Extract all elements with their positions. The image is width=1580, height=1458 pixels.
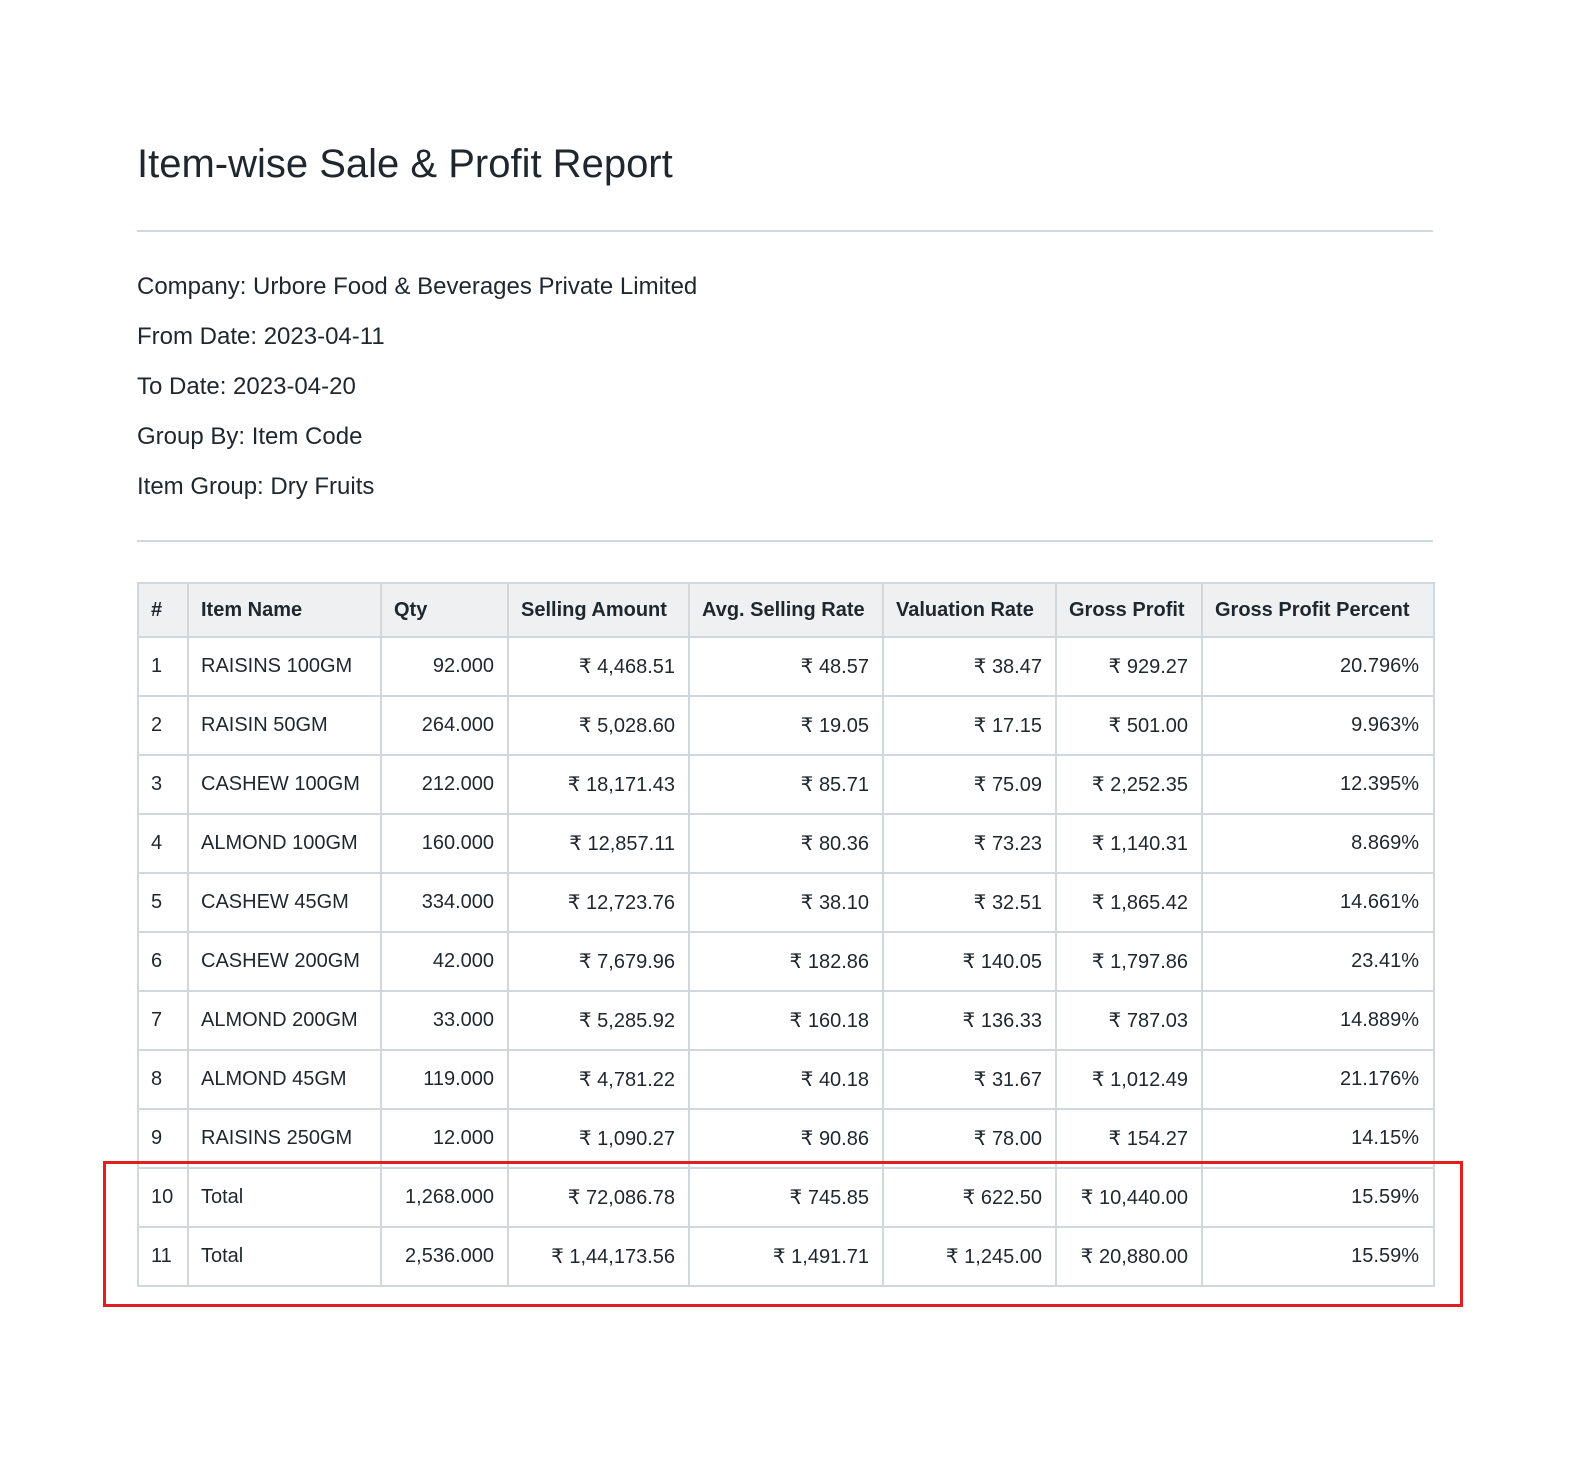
cell-row-index: 7 [138,991,188,1050]
cell-gross-profit: ₹ 1,012.49 [1056,1050,1202,1109]
cell-avg-selling-rate: ₹ 48.57 [689,637,883,696]
filter-from-date: From Date: 2023-04-11 [137,323,385,350]
table-row [138,1050,1434,1109]
cell-qty: 212.000 [381,755,508,814]
cell-valuation-rate: ₹ 73.23 [883,814,1056,873]
cell-selling-amount: ₹ 7,679.96 [508,932,689,991]
cell-valuation-rate: ₹ 32.51 [883,873,1056,932]
report-filters [137,262,697,512]
cell-qty: 119.000 [381,1050,508,1109]
filter-to-date: To Date: 2023-04-20 [137,373,356,400]
cell-gross-profit-percent: 12.395% [1202,755,1434,814]
cell-avg-selling-rate: ₹ 1,491.71 [689,1227,883,1286]
table-row [138,991,1434,1050]
cell-avg-selling-rate: ₹ 40.18 [689,1050,883,1109]
table-header-row [138,583,1434,637]
cell-valuation-rate: ₹ 31.67 [883,1050,1056,1109]
table-row [138,755,1434,814]
cell-selling-amount: ₹ 4,781.22 [508,1050,689,1109]
cell-avg-selling-rate: ₹ 745.85 [689,1168,883,1227]
cell-gross-profit: ₹ 1,797.86 [1056,932,1202,991]
cell-avg-selling-rate: ₹ 160.18 [689,991,883,1050]
table-row [138,637,1434,696]
cell-avg-selling-rate: ₹ 85.71 [689,755,883,814]
cell-valuation-rate: ₹ 17.15 [883,696,1056,755]
table-row [138,1109,1434,1168]
cell-qty: 42.000 [381,932,508,991]
col-header-valuation-rate: Valuation Rate [883,583,1056,637]
col-header-gross-profit: Gross Profit [1056,583,1202,637]
cell-gross-profit-percent: 15.59% [1202,1168,1434,1227]
cell-item-name: CASHEW 100GM [188,755,381,814]
cell-gross-profit: ₹ 2,252.35 [1056,755,1202,814]
cell-gross-profit: ₹ 20,880.00 [1056,1227,1202,1286]
total-row [138,1227,1434,1286]
cell-selling-amount: ₹ 18,171.43 [508,755,689,814]
col-header-selling-amount: Selling Amount [508,583,689,637]
cell-row-index: 2 [138,696,188,755]
cell-avg-selling-rate: ₹ 38.10 [689,873,883,932]
cell-avg-selling-rate: ₹ 90.86 [689,1109,883,1168]
cell-selling-amount: ₹ 1,090.27 [508,1109,689,1168]
cell-gross-profit-percent: 23.41% [1202,932,1434,991]
cell-selling-amount: ₹ 5,285.92 [508,991,689,1050]
cell-row-index: 8 [138,1050,188,1109]
table-row [138,932,1434,991]
col-header-index: # [138,583,188,637]
cell-item-name: RAISIN 50GM [188,696,381,755]
cell-gross-profit: ₹ 154.27 [1056,1109,1202,1168]
cell-avg-selling-rate: ₹ 80.36 [689,814,883,873]
cell-item-name: RAISINS 100GM [188,637,381,696]
cell-selling-amount: ₹ 12,723.76 [508,873,689,932]
cell-gross-profit: ₹ 1,140.31 [1056,814,1202,873]
cell-valuation-rate: ₹ 140.05 [883,932,1056,991]
cell-row-index: 6 [138,932,188,991]
cell-item-name: Total [188,1227,381,1286]
cell-valuation-rate: ₹ 136.33 [883,991,1056,1050]
cell-gross-profit-percent: 21.176% [1202,1050,1434,1109]
cell-valuation-rate: ₹ 75.09 [883,755,1056,814]
cell-qty: 12.000 [381,1109,508,1168]
col-header-qty: Qty [381,583,508,637]
cell-selling-amount: ₹ 12,857.11 [508,814,689,873]
col-header-avg-selling-rate: Avg. Selling Rate [689,583,883,637]
table-row [138,873,1434,932]
table-row [138,696,1434,755]
cell-selling-amount: ₹ 1,44,173.56 [508,1227,689,1286]
cell-gross-profit: ₹ 1,865.42 [1056,873,1202,932]
cell-row-index: 10 [138,1168,188,1227]
cell-avg-selling-rate: ₹ 19.05 [689,696,883,755]
cell-item-name: Total [188,1168,381,1227]
cell-qty: 160.000 [381,814,508,873]
cell-gross-profit-percent: 14.661% [1202,873,1434,932]
cell-gross-profit-percent: 14.889% [1202,991,1434,1050]
cell-qty: 264.000 [381,696,508,755]
cell-avg-selling-rate: ₹ 182.86 [689,932,883,991]
cell-gross-profit: ₹ 501.00 [1056,696,1202,755]
cell-qty: 2,536.000 [381,1227,508,1286]
cell-gross-profit-percent: 20.796% [1202,637,1434,696]
title-divider [137,230,1433,232]
col-header-gross-profit-percent: Gross Profit Percent [1202,583,1434,637]
total-row [138,1168,1434,1227]
report-table [137,582,1435,1287]
cell-gross-profit: ₹ 10,440.00 [1056,1168,1202,1227]
cell-qty: 92.000 [381,637,508,696]
cell-row-index: 3 [138,755,188,814]
cell-gross-profit-percent: 8.869% [1202,814,1434,873]
cell-item-name: ALMOND 200GM [188,991,381,1050]
cell-gross-profit-percent: 9.963% [1202,696,1434,755]
cell-selling-amount: ₹ 5,028.60 [508,696,689,755]
cell-selling-amount: ₹ 72,086.78 [508,1168,689,1227]
cell-qty: 334.000 [381,873,508,932]
cell-item-name: CASHEW 200GM [188,932,381,991]
cell-row-index: 1 [138,637,188,696]
report-title: Item-wise Sale & Profit Report [137,142,673,186]
filter-item-group: Item Group: Dry Fruits [137,473,375,500]
cell-selling-amount: ₹ 4,468.51 [508,637,689,696]
table-row [138,814,1434,873]
cell-item-name: CASHEW 45GM [188,873,381,932]
cell-row-index: 9 [138,1109,188,1168]
cell-item-name: RAISINS 250GM [188,1109,381,1168]
cell-valuation-rate: ₹ 38.47 [883,637,1056,696]
cell-valuation-rate: ₹ 1,245.00 [883,1227,1056,1286]
cell-gross-profit-percent: 14.15% [1202,1109,1434,1168]
cell-gross-profit: ₹ 787.03 [1056,991,1202,1050]
cell-row-index: 5 [138,873,188,932]
cell-gross-profit: ₹ 929.27 [1056,637,1202,696]
filters-divider [137,540,1433,542]
cell-item-name: ALMOND 100GM [188,814,381,873]
cell-valuation-rate: ₹ 78.00 [883,1109,1056,1168]
cell-row-index: 11 [138,1227,188,1286]
filter-company: Company: Urbore Food & Beverages Private Limited [137,273,698,300]
cell-qty: 33.000 [381,991,508,1050]
col-header-item-name: Item Name [188,583,381,637]
filter-group-by: Group By: Item Code [137,423,363,450]
cell-valuation-rate: ₹ 622.50 [883,1168,1056,1227]
cell-qty: 1,268.000 [381,1168,508,1227]
table-body [138,637,1434,1286]
cell-item-name: ALMOND 45GM [188,1050,381,1109]
cell-row-index: 4 [138,814,188,873]
cell-gross-profit-percent: 15.59% [1202,1227,1434,1286]
